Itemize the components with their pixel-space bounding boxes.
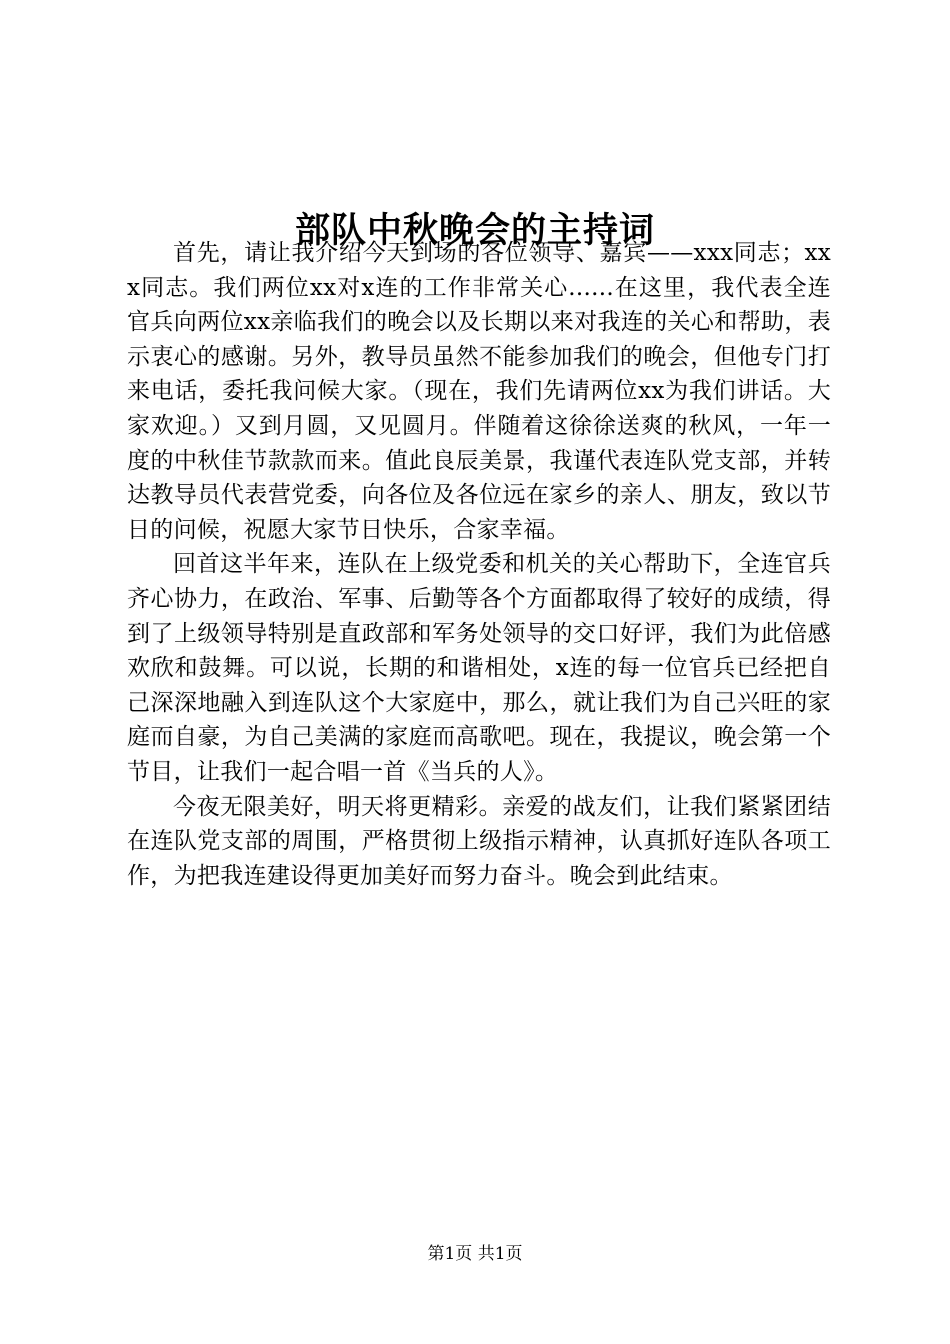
paragraph-1: 首先，请让我介绍今天到场的各位领导、嘉宾——xxx同志；xxx同志。我们两位xx对x连的工作非常关心......在这里，我代表全连官兵向两位xx亲临我们的晚会以及长期以来对我连的关心和帮助，表示衷心的感谢。另外，教导员虽然不能参加我们的晚会，但他专门打来电话，委托我问候大家。（现在，我们先请两位xx为我们讲话。大家欢迎。）又到月圆，又见圆月。伴随着这徐徐送爽的秋风，一年一度的中秋佳节款款而来。值此良辰美景，我谨代表连队党支部，并转达教导员代表营党委，向各位及各位远在家乡的亲人、朋友，致以节日的问候，祝愿大家节日快乐，合家幸福。 bbox=[127, 240, 831, 543]
page-footer: 第1页 共1页 bbox=[427, 1244, 523, 1264]
document-title: 部队中秋晚会的主持词 bbox=[294, 211, 655, 252]
document-body bbox=[127, 236, 831, 893]
paragraph-2: 回首这半年来，连队在上级党委和机关的关心帮助下，全连官兵齐心协力，在政治、军事、后勤等各个方面都取得了较好的成绩，得到了上级领导特别是直政部和军务处领导的交口好评，我们为此倍感欢欣和鼓舞。可以说，长期的和谐相处，x连的每一位官兵已经把自己深深地融入到连队这个大家庭中，那么，就让我们为自己兴旺的家庭而自豪，为自己美满的家庭而高歌吧。现在，我提议，晚会第一个节目，让我们一起合唱一首《当兵的人》。 bbox=[127, 551, 831, 785]
paragraph-3: 今夜无限美好，明天将更精彩。亲爱的战友们，让我们紧紧团结在连队党支部的周围，严格贯彻上级指示精神，认真抓好连队各项工作，为把我连建设得更加美好而努力奋斗。晚会到此结束。 bbox=[127, 793, 831, 889]
